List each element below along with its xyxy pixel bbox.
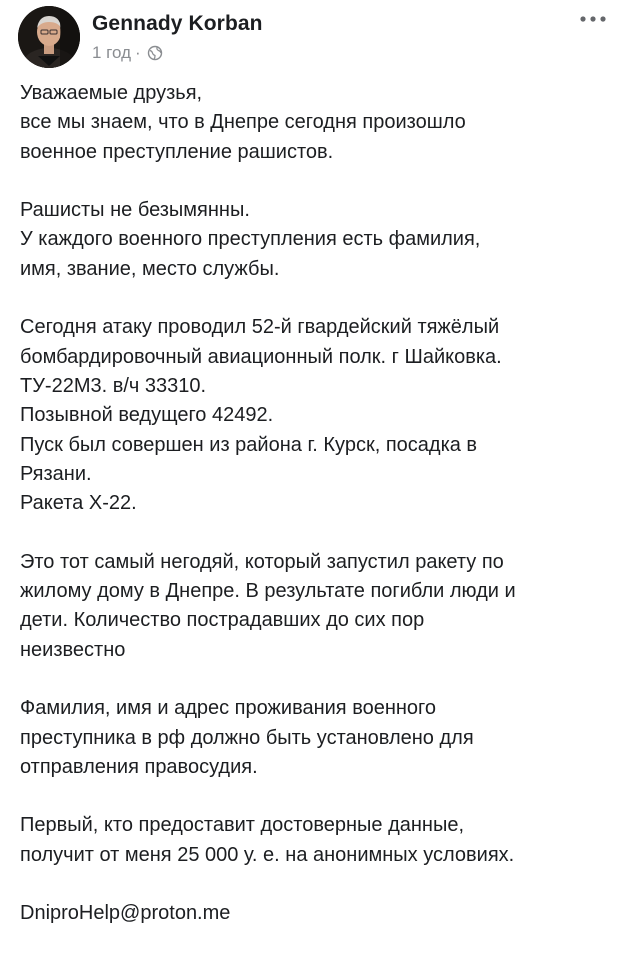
text-line: все мы знаем, что в Днепре сегодня произошло bbox=[20, 111, 466, 134]
meta-separator: · bbox=[135, 43, 141, 62]
paragraph-consequences bbox=[20, 548, 620, 665]
text-line: Пуск был совершен из района г. Курск, посадка в bbox=[20, 433, 478, 456]
text-line: жилому дому в Днепре. В результате погибли люди и bbox=[20, 580, 516, 603]
text-line: Фамилия, имя и адрес проживания военного bbox=[20, 697, 437, 720]
text-line: Уважаемые друзья, bbox=[20, 82, 203, 104]
text-line: отправления правосудия. bbox=[20, 755, 258, 778]
text-line: Это тот самый негодяй, который запустил ракету по bbox=[20, 550, 504, 573]
paragraph-names bbox=[20, 196, 620, 284]
post-meta bbox=[92, 43, 163, 63]
post-header bbox=[18, 6, 629, 68]
contact-email-link[interactable]: DniproHelp@proton.me bbox=[20, 902, 231, 925]
paragraph-greeting bbox=[20, 79, 620, 167]
text-line: имя, звание, место службы. bbox=[20, 257, 280, 280]
post-time[interactable]: 1 год bbox=[92, 43, 132, 62]
paragraph-reward bbox=[20, 811, 620, 870]
text-line: Первый, кто предоставит достоверные данные, bbox=[20, 814, 465, 837]
text-line: дети. Количество пострадавших до сих пор bbox=[20, 609, 425, 632]
text-line: Ракета Х-22. bbox=[20, 492, 137, 515]
text-line: получит от меня 25 000 у. е. на анонимных условиях. bbox=[20, 843, 515, 866]
text-line: Позывной ведущего 42492. bbox=[20, 404, 274, 427]
more-options-icon[interactable] bbox=[579, 6, 607, 28]
text-line: Сегодня атаку проводил 52-й гвардейский тяжёлый bbox=[20, 316, 500, 339]
text-line: ТУ-22М3. в/ч 33310. bbox=[20, 374, 207, 397]
text-line: преступника в рф должно быть установлено для bbox=[20, 726, 474, 749]
post-text bbox=[20, 79, 620, 929]
text-line: военное преступление рашистов. bbox=[20, 140, 334, 163]
author-avatar[interactable] bbox=[18, 6, 80, 68]
avatar-photo bbox=[18, 6, 80, 68]
text-line: бомбардировочный авиационный полк. г Шайковка. bbox=[20, 345, 502, 368]
globe-icon[interactable] bbox=[147, 45, 163, 61]
text-line: неизвестно bbox=[20, 638, 126, 661]
paragraph-justice bbox=[20, 694, 620, 782]
text-line: Рашисты не безымянны. bbox=[20, 199, 250, 222]
author-name[interactable]: Gennady Korban bbox=[92, 12, 263, 35]
text-line: У каждого военного преступления есть фамилия, bbox=[20, 228, 481, 251]
text-line: Рязани. bbox=[20, 462, 92, 485]
paragraph-attack-details bbox=[20, 313, 620, 518]
